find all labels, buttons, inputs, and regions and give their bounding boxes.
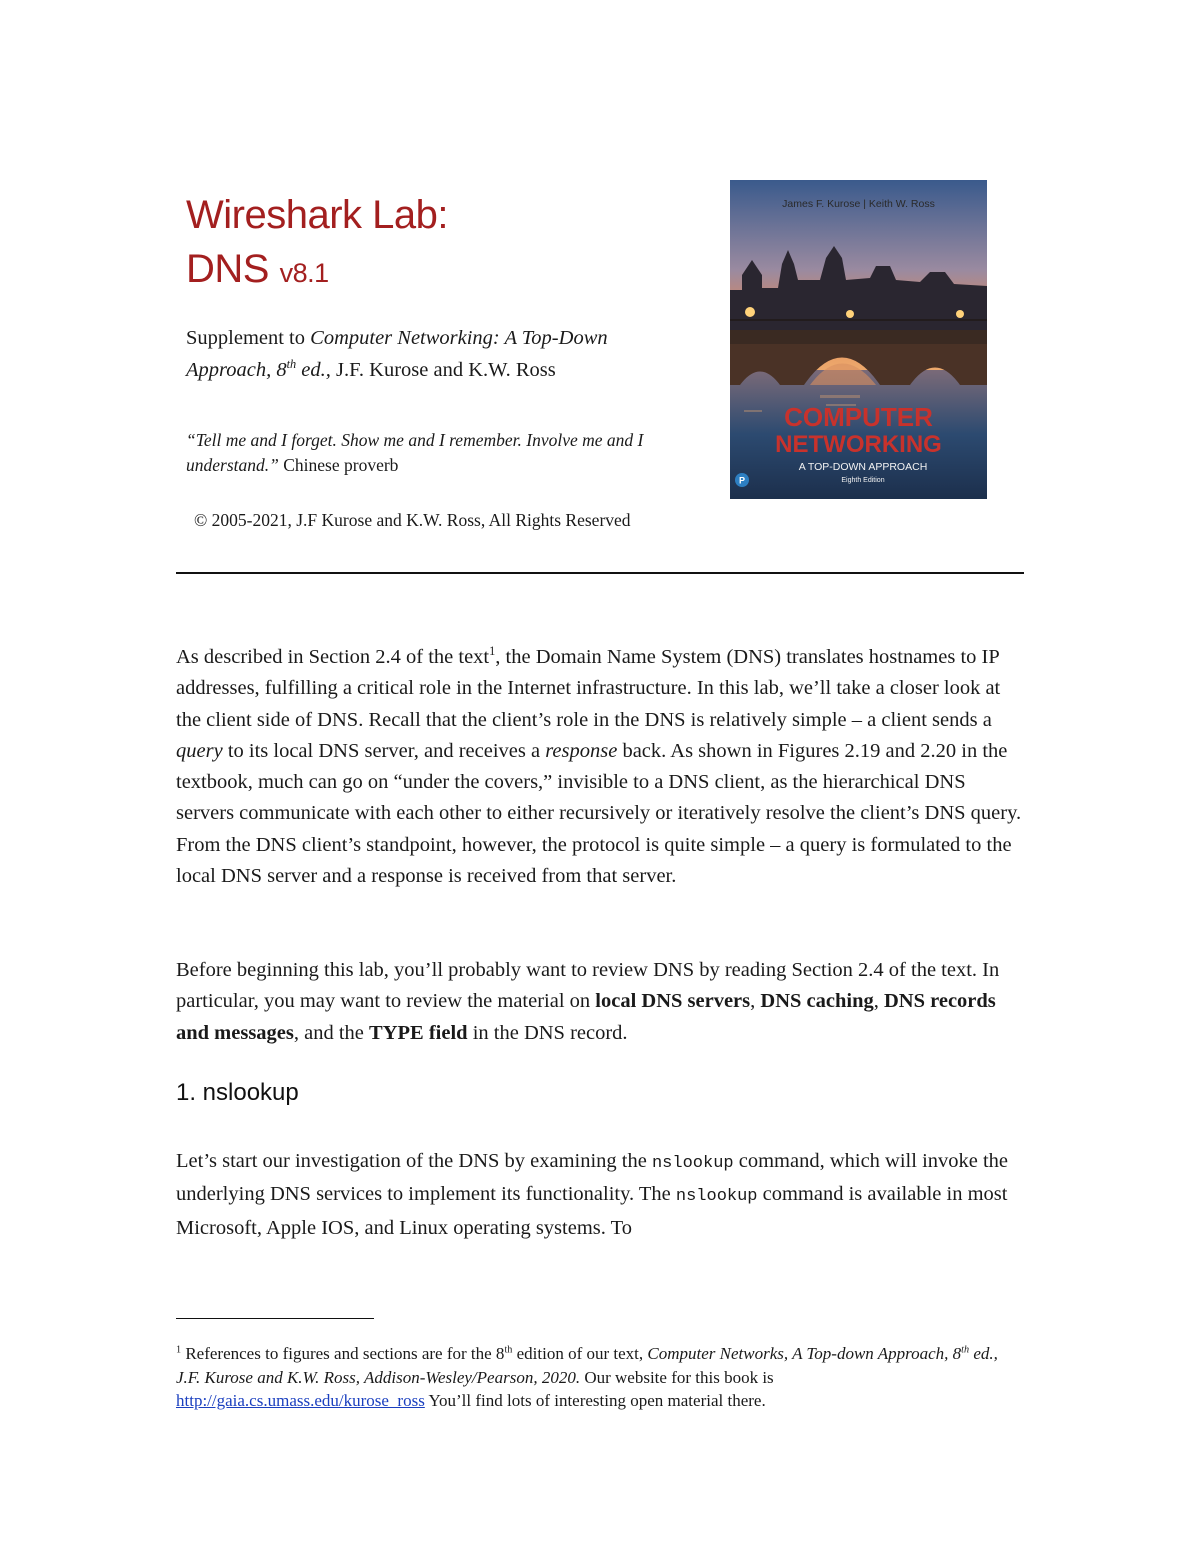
cover-authors: James F. Kurose | Keith W. Ross bbox=[782, 198, 935, 210]
p3-text2: command, which will invoke the underlying DNS services to implement its functionality. The bbox=[176, 1150, 1009, 1206]
book-title-text: Computer Networking: A Top-Down Approach, 8 bbox=[186, 327, 608, 381]
p2-text1: Before beginning this lab, you’ll probably want to review DNS by reading Section 2.4 of the text. In particular, you may want to review the material on bbox=[176, 959, 1000, 1013]
p2-text3: , bbox=[873, 990, 884, 1013]
lab-topic: DNS bbox=[186, 247, 269, 291]
p3-text3: command is available in most Microsoft, Apple IOS, and Linux operating systems. To bbox=[176, 1183, 1008, 1239]
p1-text3: to its local DNS server, and receives a bbox=[222, 739, 546, 762]
footnote bbox=[176, 1342, 1026, 1413]
proverb-source: Chinese proverb bbox=[278, 455, 399, 475]
section-heading: 1. nslookup bbox=[176, 1079, 299, 1106]
p2-bold4: TYPE field bbox=[369, 1021, 468, 1044]
title-block bbox=[186, 188, 706, 300]
p2-bold3: DNS records and messages bbox=[176, 990, 996, 1044]
p2-text4: , and the bbox=[293, 1021, 370, 1044]
cover-subtitle: A TOP-DOWN APPROACH bbox=[798, 461, 928, 473]
p1-text1: As described in Section 2.4 of the text bbox=[176, 646, 490, 668]
supplement-prefix: Supplement to bbox=[186, 327, 311, 349]
review-paragraph bbox=[176, 955, 1026, 1049]
lab-subtitle bbox=[186, 242, 706, 300]
book-edition-text: ed., bbox=[296, 359, 331, 381]
p2-text2: , bbox=[750, 990, 761, 1013]
lab-title: Wireshark Lab: bbox=[186, 193, 448, 237]
header-divider bbox=[176, 572, 1024, 574]
p2-bold2: DNS caching bbox=[760, 990, 874, 1013]
p1-text2: , the Domain Name System (DNS) translates hostnames to IP addresses, fulfilling a critical role in the Internet infrastructure. In this lab, we’ll take a closer look at the client side of DNS. Recall that the client’s role in the DNS is relatively simple – a client sends a bbox=[176, 646, 1001, 731]
footnote-book-text1: Computer Networks, A Top-down Approach, 8 bbox=[647, 1344, 962, 1363]
footnote-text1: References to figures and sections are for the 8 bbox=[181, 1344, 505, 1363]
footnote-text2: edition of our text, bbox=[512, 1344, 648, 1363]
supplement-authors: J.F. Kurose and K.W. Ross bbox=[330, 359, 556, 381]
p2-text5: in the DNS record. bbox=[467, 1021, 628, 1044]
code-nslookup-2: nslookup bbox=[675, 1187, 758, 1207]
p1-response: response bbox=[545, 739, 618, 762]
website-link[interactable]: http://gaia.cs.umass.edu/kurose_ross bbox=[176, 1391, 425, 1410]
p2-bold1: local DNS servers bbox=[595, 990, 751, 1013]
footnote-book-sup: th bbox=[961, 1344, 970, 1356]
footnote-ref: 1 bbox=[489, 644, 496, 659]
p1-text4: back. As shown in Figures 2.19 and 2.20 in the textbook, much can go on “under the covers,” invisible to a DNS client, as the hierarchical DNS servers communicate with each other to either recursively or iteratively resolve the client’s DNS query. From the DNS client’s standpoint, however, the protocol is quite simple – a query is formulated to the local DNS server and a response is received from that server. bbox=[176, 739, 1022, 888]
intro-paragraph bbox=[176, 642, 1026, 892]
footnote-text4: You’ll find lots of interesting open material there. bbox=[424, 1391, 766, 1410]
footnote-marker: 1 bbox=[176, 1344, 182, 1356]
footnote-divider bbox=[176, 1318, 374, 1319]
footnote-sup: th bbox=[504, 1344, 513, 1356]
p3-text1: Let’s start our investigation of the DNS by examining the bbox=[176, 1150, 652, 1172]
cover-edition: Eighth Edition bbox=[841, 477, 885, 484]
lab-version: v8.1 bbox=[279, 258, 329, 288]
supplement-text bbox=[186, 322, 696, 386]
footnote-text3: Our website for this book is bbox=[580, 1367, 774, 1387]
proverb-quote: “Tell me and I forget. Show me and I remember. Involve me and I understand.” bbox=[186, 430, 644, 475]
cover-title-line1: COMPUTER bbox=[784, 402, 933, 432]
p1-query: query bbox=[176, 739, 223, 762]
book-cover-image bbox=[730, 180, 987, 499]
copyright: © 2005-2021, J.F Kurose and K.W. Ross, All Rights Reserved bbox=[194, 510, 631, 530]
proverb bbox=[186, 428, 706, 478]
book-edition-sup: th bbox=[286, 357, 297, 372]
publisher-mark: P bbox=[738, 475, 746, 486]
nslookup-paragraph bbox=[176, 1146, 1026, 1244]
cover-title-line2: NETWORKING bbox=[775, 431, 942, 458]
footnote-book-text2: ed., J.F. Kurose and K.W. Ross, Addison-Wesley/Pearson, 2020. bbox=[176, 1344, 998, 1387]
code-nslookup-1: nslookup bbox=[651, 1154, 734, 1173]
